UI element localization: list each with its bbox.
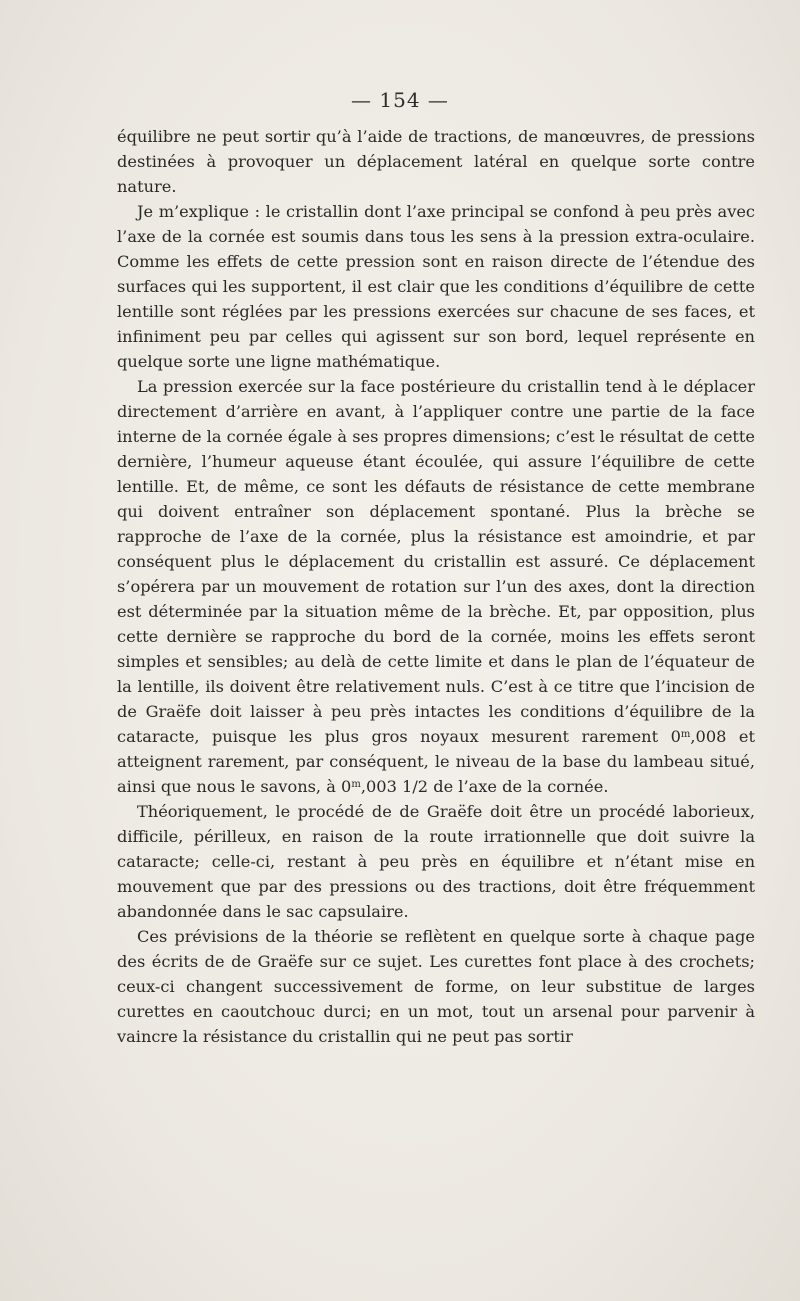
page-number: — 154 — — [351, 88, 449, 112]
body-text — [117, 124, 755, 1049]
unit-superscript: m — [680, 729, 691, 740]
paragraph: La pression exercée sur la face postérieure du cristallin tend à le déplacer directement d’arrière en avant, à l’appliquer contre une partie de la face interne de la cornée égale à ses propres dimensions; c’est le résultat de cette dernière, l’humeur aqueuse étant écoulée, qui assure l’équilibre de cette lentille. Et, de même, ce sont les défauts de résistance de cette membrane qui doivent entraîner son déplacement spontané. Plus la brèche se rapproche de l’axe de la cornée, plus la résistance est amoindrie, et par conséquent plus le déplacement du cristallin est assuré. Ce déplacement s’opérera par un mouvement de rotation sur l’un des axes, dont la direction est déterminée par la situation même de la brèche. Et, par opposition, plus cette dernière se rapproche du bord de la cornée, moins les effets seront simples et sensibles; au delà de cette limite et dans le plan de l’équateur de la lentille, ils doivent être relativement nuls. C’est à ce titre que l’incision de de Graëfe doit laisser à peu près intactes les conditions d’équilibre de la cataracte, puisque les plus gros noyaux mesurent rarement 0$^m$,008 et atteignent rarement, par conséquent, le niveau de la base du lambeau situé, ainsi que nous le savons, à 0$^m$,003 1/2 de l’axe de la cornée. — [117, 377, 755, 796]
paragraph: équilibre ne peut sortir qu’à l’aide de tractions, de manœuvres, de pressions destinées à provoquer un déplacement latéral en quelque sorte contre nature. — [117, 127, 755, 196]
paragraph: Ces prévisions de la théorie se reflètent en quelque sorte à chaque page des écrits de de Graëfe sur ce sujet. Les curettes font place à des crochets; ceux-ci changent successivement de forme, on leur substitue de larges curettes en caoutchouc durci; en un mot, tout un arsenal pour parvenir à vaincre la résistance du cristallin qui ne peut pas sortir — [117, 927, 755, 1046]
unit-superscript: m — [351, 779, 361, 790]
paragraph: Je m’explique : le cristallin dont l’axe principal se confond à peu près avec l’axe de la cornée est soumis dans tous les sens à la pression extra-oculaire. Comme les effets de cette pression sont en raison directe de l’étendue des surfaces qui les supportent, il est clair que les conditions d’équilibre de cette lentille sont réglées par les pressions exercées sur chacune de ses faces, et infiniment peu par celles qui agissent sur son bord, lequel représente en quelque sorte une ligne mathématique. — [117, 202, 755, 371]
paragraph: Théoriquement, le procédé de de Graëfe doit être un procédé laborieux, difficile, périlleux, en raison de la route irrationnelle que doit suivre la cataracte; celle-ci, restant à peu près en équilibre et n’étant mise en mouvement que par des pressions ou des tractions, doit être fréquemment abandonnée dans le sac capsulaire. — [117, 802, 755, 921]
